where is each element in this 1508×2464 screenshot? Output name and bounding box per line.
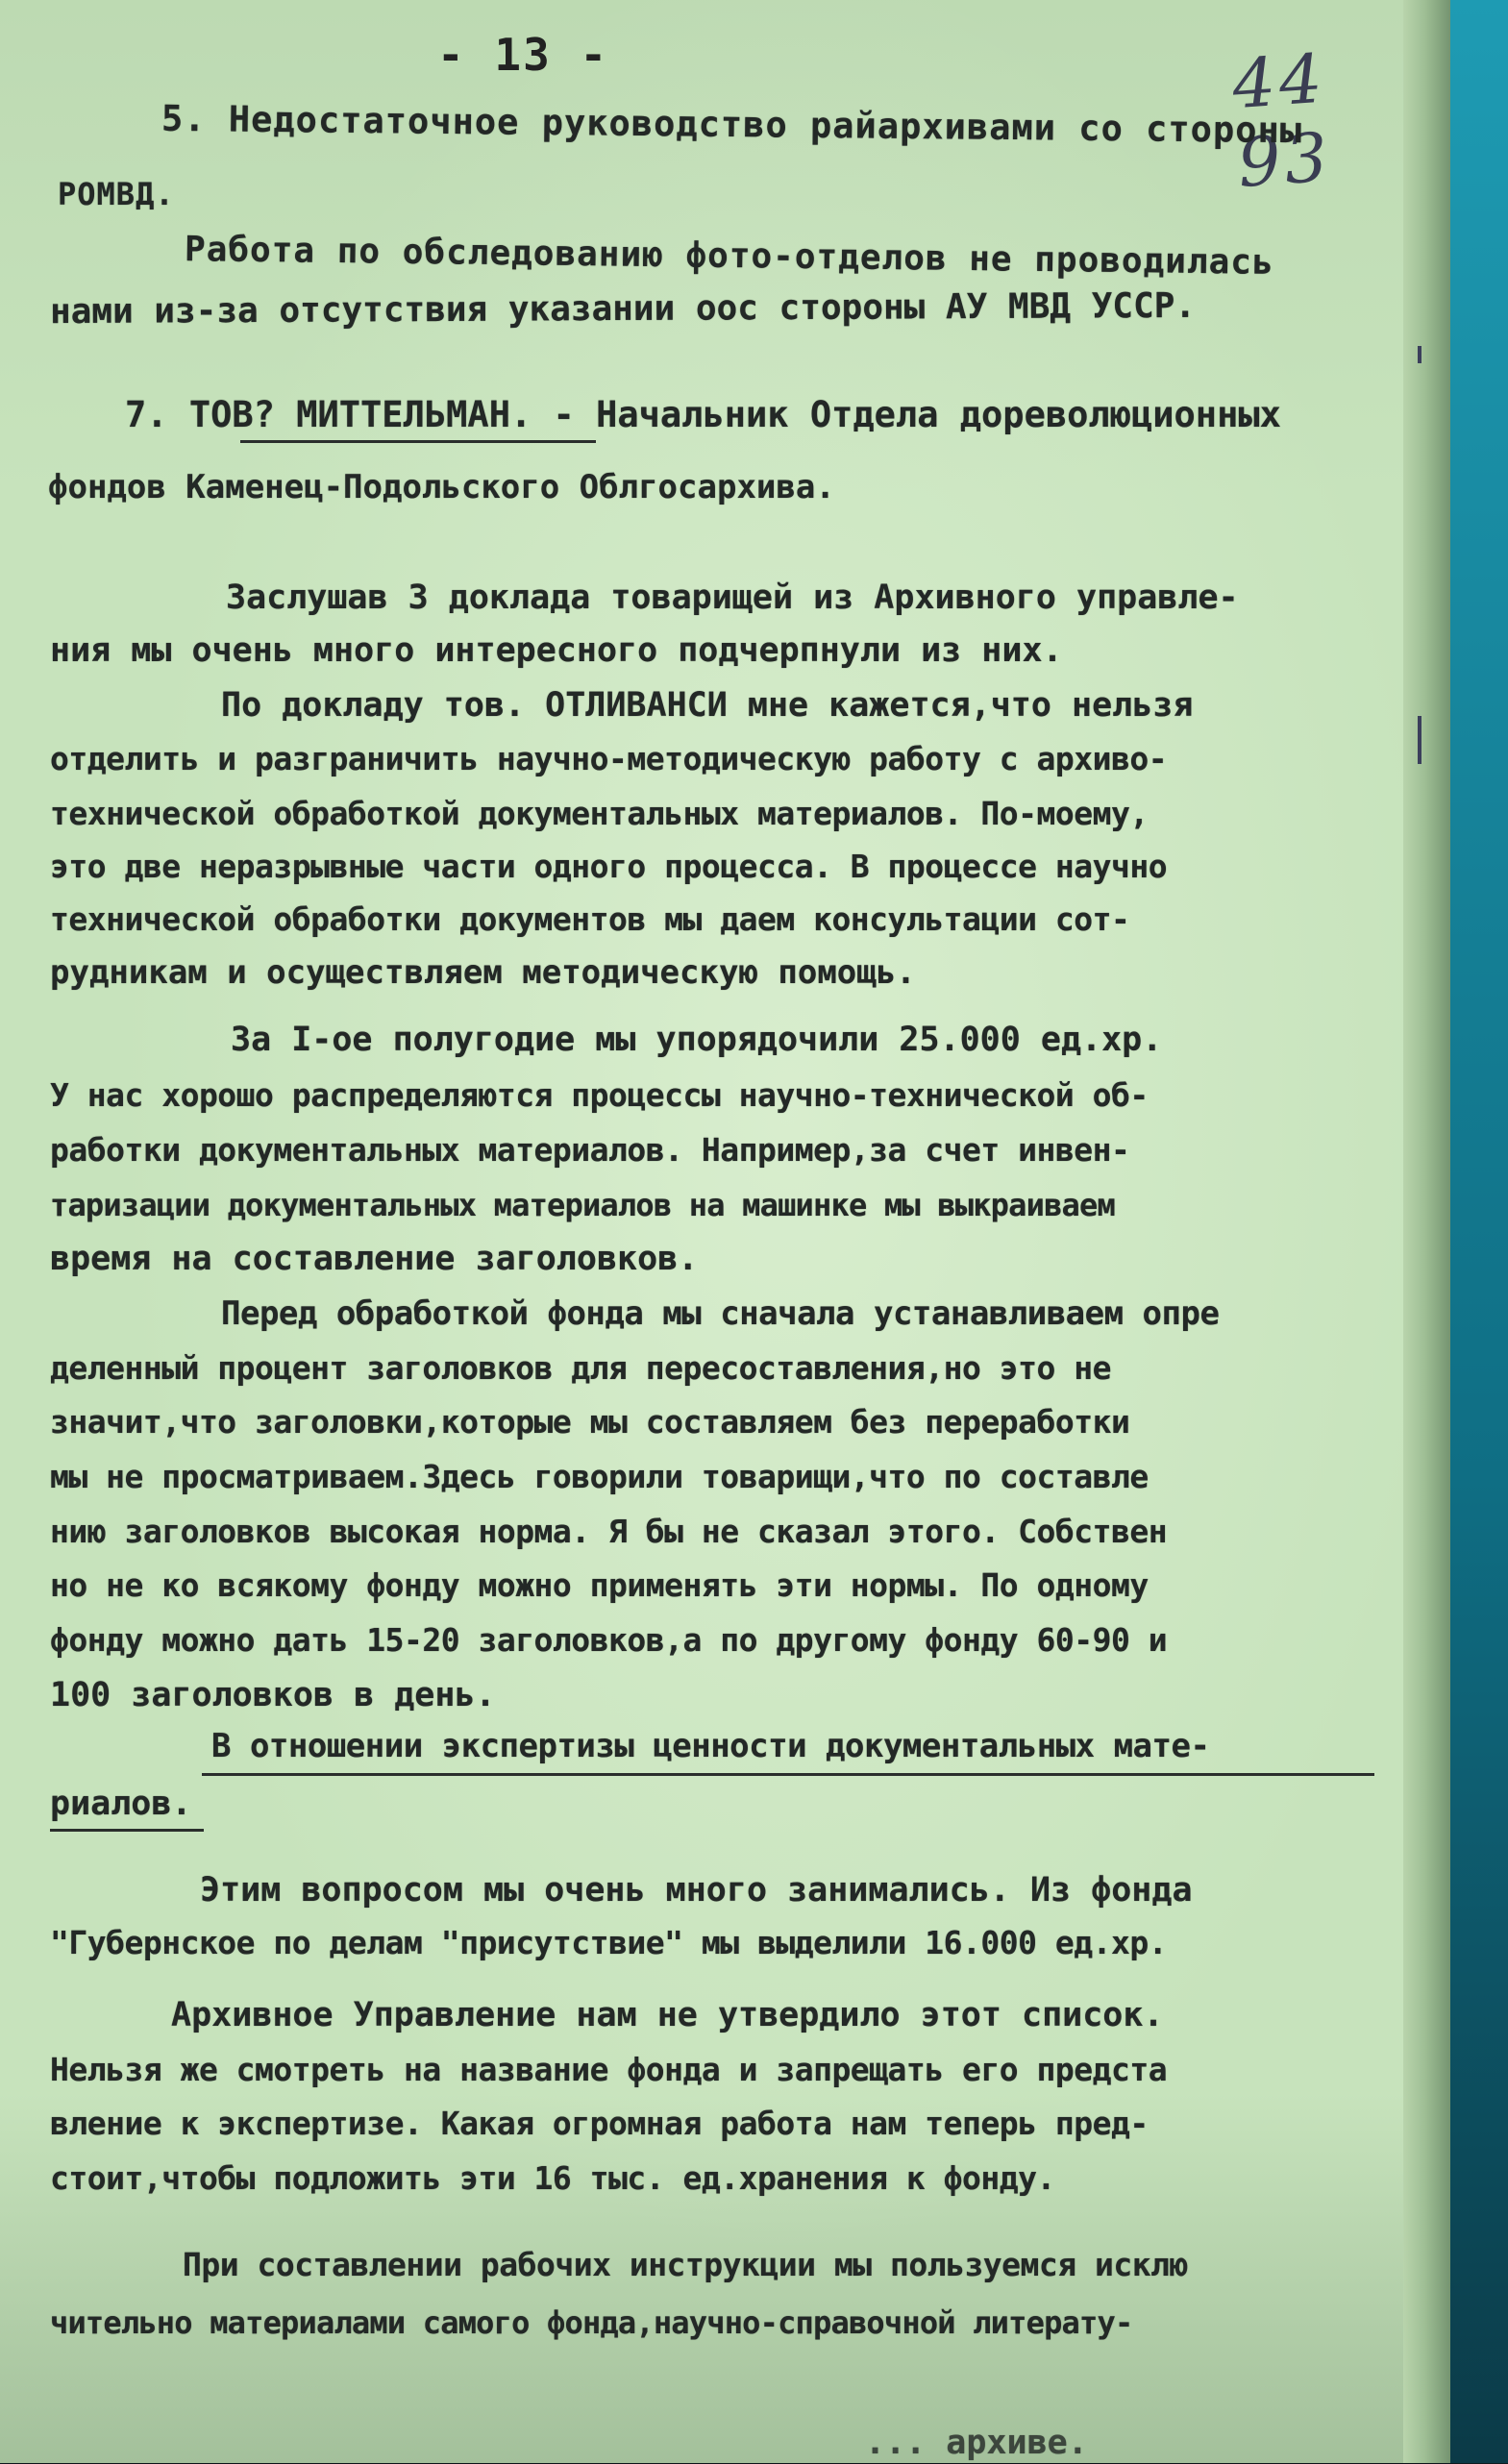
text-line: У нас хорошо распределяются процессы научно-технической об- — [50, 1076, 1149, 1114]
text-line: 7. ТОВ? МИТТЕЛЬМАН. - Начальник Отдела дореволюционных — [125, 394, 1281, 435]
text-line: нами из-за отсутствия указании оос стороны АУ МВД УССР. — [49, 285, 1197, 333]
text-line: технической обработкой документальных материалов. По-моему, — [50, 795, 1149, 832]
text-line: чительно материалами самого фонда,научно-справочной литерату- — [50, 2304, 1133, 2341]
text-line: мы не просматриваем.Здесь говорили товарищи,что по составле — [50, 1458, 1149, 1495]
text-line: Архивное Управление нам не утвердило этот список. — [171, 1996, 1164, 2034]
text-line: это две неразрывные части одного процесса. В процессе научно — [50, 848, 1168, 885]
page-stack-edge — [1403, 0, 1456, 2463]
text-line: время на составление заголовков. — [50, 1240, 699, 1278]
text-line: РОМВД. — [58, 176, 175, 212]
text-line: вление к экспертизе. Какая огромная работа нам теперь пред- — [50, 2105, 1149, 2142]
text-line: Заслушав 3 доклада товарищей из Архивного управле- — [226, 579, 1239, 617]
text-line: значит,что заголовки,которые мы составляем без переработки — [50, 1403, 1130, 1441]
margin-mark — [1418, 346, 1421, 363]
text-line: фонду можно дать 15-20 заголовков,а по другому фонду 60-90 и — [50, 1621, 1168, 1659]
text-line: За I-ое полугодие мы упорядочили 25.000 ед.хр. — [231, 1021, 1163, 1059]
text-line: деленный процент заголовков для пересоставления,но это не — [50, 1349, 1111, 1387]
text-line: 5. Недостаточное руководство райархивами со стороны — [161, 97, 1303, 152]
text-line: стоит,чтобы подложить эти 16 тыс. ед.хранения к фонду. — [50, 2159, 1055, 2197]
margin-mark — [1418, 716, 1421, 764]
text-line: работки документальных материалов. Например,за счет инвен- — [50, 1131, 1130, 1169]
text-line: 100 заголовков в день. — [50, 1676, 496, 1714]
text-line: фондов Каменец-Подольского Облгосархива. — [48, 468, 835, 506]
text-line: Этим вопросом мы очень много занимались. Из фонда — [200, 1871, 1193, 1910]
background-edge — [1450, 0, 1508, 2463]
underline-rule — [50, 1829, 204, 1832]
text-line: Работа по обследованию фото-отделов не проводилась — [184, 230, 1274, 283]
text-line: отделить и разграничить научно-методическую работу с архиво- — [50, 740, 1168, 777]
text-line: рудникам и осуществляем методическую помощь. — [50, 953, 916, 992]
text-line: По докладу тов. ОТЛИВАНСИ мне кажется,что нельзя — [221, 686, 1194, 725]
text-line: Перед обработкой фонда мы сначала устанавливаем опре — [221, 1294, 1220, 1333]
text-line: ... архиве. — [865, 2424, 1088, 2462]
text-line: технической обработки документов мы даем консультации сот- — [50, 900, 1130, 938]
archive-page-number: 44 93 — [1229, 38, 1334, 203]
text-line: "Губернское по делам "присутствие" мы выделили 16.000 ед.хр. — [50, 1924, 1168, 1961]
page-number: - 13 - — [437, 29, 609, 81]
underline-rule — [202, 1773, 1374, 1776]
text-line: но не ко всякому фонду можно применять эти нормы. По одному — [50, 1566, 1149, 1604]
text-line: Нельзя же смотреть на название фонда и запрещать его предста — [50, 2051, 1168, 2088]
text-line: В отношении экспертизы ценности документальных мате- — [211, 1727, 1210, 1765]
text-line: таризации документальных материалов на машинке мы выкраиваем — [50, 1187, 1115, 1223]
text-line: ния мы очень много интересного подчерпнули из них. — [50, 631, 1063, 670]
text-line: риалов. — [50, 1785, 192, 1823]
underline-rule — [240, 440, 596, 443]
text-line: нию заголовков высокая норма. Я бы не сказал этого. Собствен — [50, 1513, 1168, 1550]
text-line: При составлении рабочих инструкции мы пользуемся исклю — [183, 2246, 1188, 2283]
